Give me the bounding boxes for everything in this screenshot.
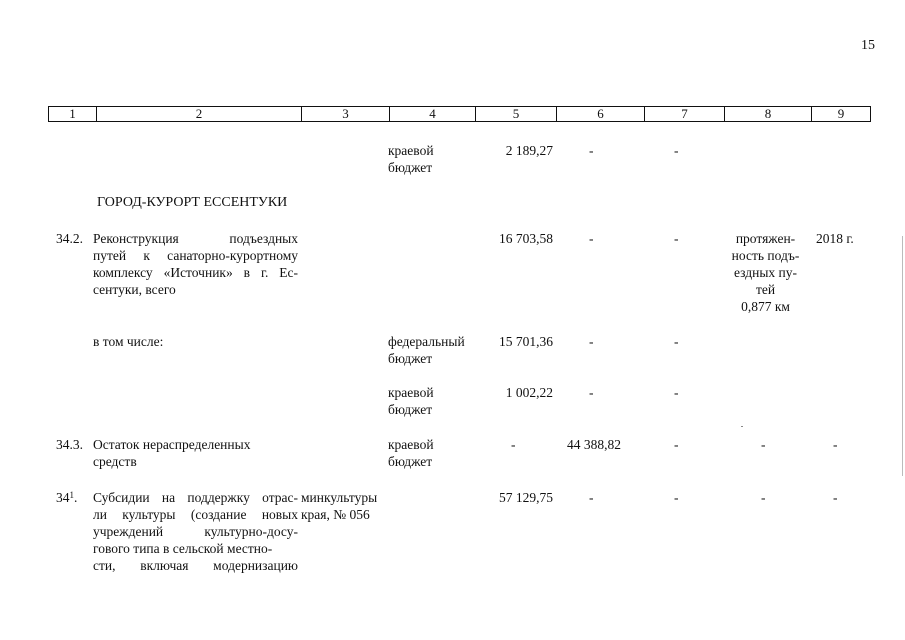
column-header-1: 1 [49,107,97,121]
amount-col6: 44 388,82 [567,437,621,452]
amount-col6: - [589,385,594,400]
item-name-line: Остаток нераспределенных [93,437,251,452]
indicator-col8: - [761,490,766,505]
item-name-line: гового типа в сельской местно- [93,541,273,556]
item-name-line: учреждений культурно-досу- [93,524,298,539]
indicator-line: протяжен- [735,231,796,246]
item-name-line: Субсидии на поддержку отрас- [93,490,298,505]
item-name-line: сентуки, всего [93,282,176,297]
funding-source-line2: бюджет [388,402,433,417]
row-number: $34^1$. [56,490,78,505]
amount-col6: - [589,334,594,349]
amount-col5: 2 189,27 [505,143,553,158]
scan-speck [741,426,743,427]
amount-col7: - [674,334,679,349]
indicator-line: ездных пу- [733,265,797,280]
item-name-line: в том числе: [93,334,164,349]
row-number-superscript: 1 [69,490,74,500]
funding-source-line2: бюджет [388,454,433,469]
column-header-3: 3 [302,107,390,121]
column-header-2: 2 [97,107,302,121]
indicator-line: тей [755,282,776,297]
indicator-line: ность подъ- [731,248,800,263]
indicator-col8: - [761,437,766,452]
column-header-4: 4 [390,107,476,121]
amount-col7: - [674,385,679,400]
amount-col7: - [674,231,679,246]
item-name-line: комплексу «Источник» в г. Ес- [93,265,298,280]
column-header-6: 6 [557,107,645,121]
amount-col6: - [589,490,594,505]
row-number: 34.2. [56,231,83,246]
year-col9: - [833,437,838,452]
funding-source-line1: федеральный [388,334,465,349]
amount-col6: - [589,231,594,246]
amount-col7: - [674,143,679,158]
funding-source-line1: краевой [388,143,434,158]
row-number: 34.3. [56,437,83,452]
amount-col5: 15 701,36 [499,334,553,349]
year-col9: 2018 г. [816,231,854,246]
amount-col7: - [674,490,679,505]
amount-col7: - [674,437,679,452]
year-col9: - [833,490,838,505]
item-name-line: сти, включая модернизацию [93,558,298,573]
funding-source-line2: бюджет [388,351,433,366]
amount-col5: 16 703,58 [499,231,553,246]
item-name-line: ли культуры (создание новых [93,507,298,522]
department-line: минкультуры [301,490,378,505]
column-header-7: 7 [645,107,725,121]
column-header-5: 5 [476,107,557,121]
table-header-row [48,106,871,122]
item-name-line: средств [93,454,137,469]
funding-source-line2: бюджет [388,160,433,175]
amount-col5: - [511,437,516,452]
funding-source-line1: краевой [388,437,434,452]
column-header-9: 9 [837,106,845,121]
column-header-8: 8 [725,107,812,121]
item-name-line: путей к санаторно-курортному [93,248,298,263]
item-name-line: Реконструкция подъездных [93,231,298,246]
scan-edge [902,236,903,476]
amount-col5: 1 002,22 [505,385,553,400]
amount-col5: 57 129,75 [499,490,553,505]
indicator-line: 0,877 км [741,299,790,314]
department-line: края, № 056 [301,507,370,522]
funding-source-line1: краевой [388,385,434,400]
amount-col6: - [589,143,594,158]
page-number: 15 [861,38,875,53]
section-title: ГОРОД-КУРОРТ ЕССЕНТУКИ [97,195,288,210]
